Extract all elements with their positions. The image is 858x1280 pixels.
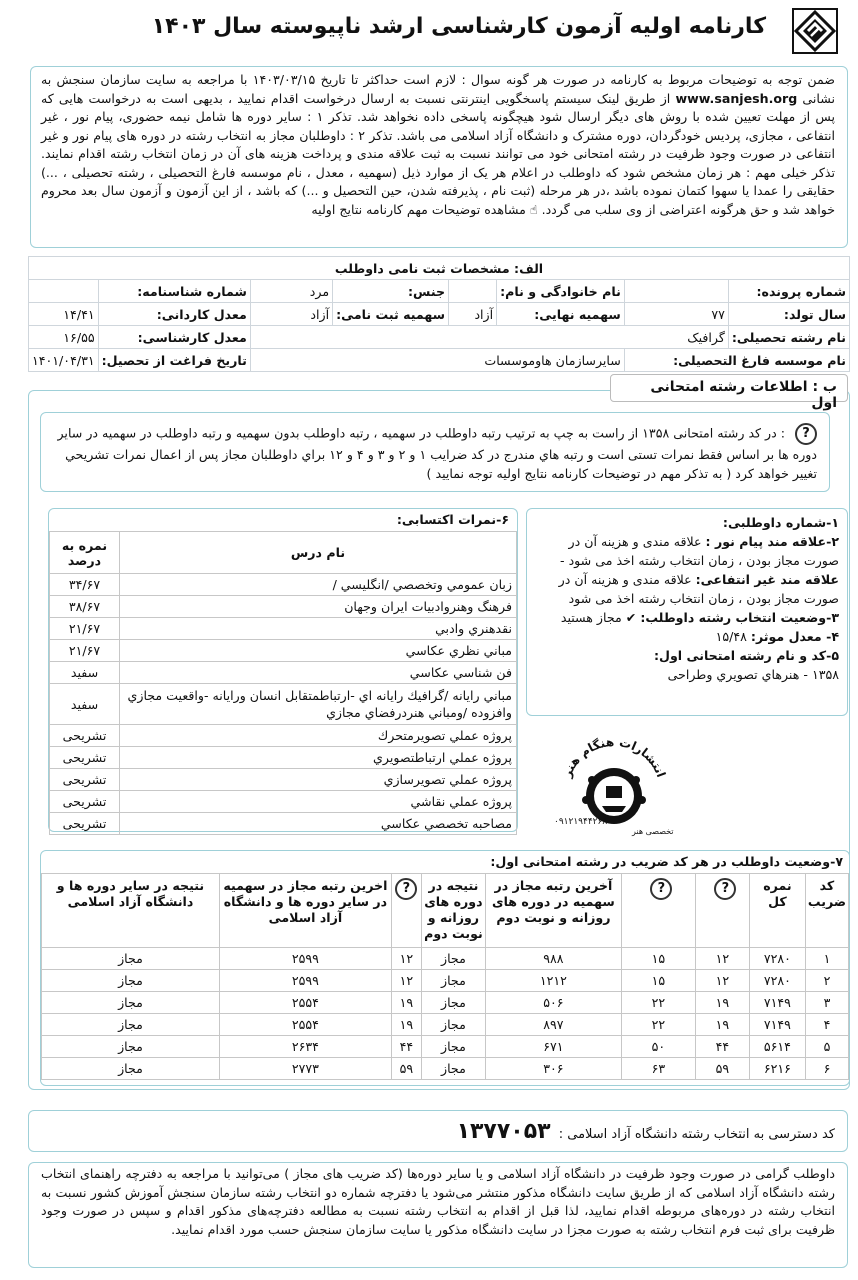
major-label: نام رشته تحصیلی:	[728, 326, 849, 349]
grades-box	[48, 508, 518, 832]
reg-quota-label: سهمیه ثبت نامی:	[333, 303, 449, 326]
case-number-value	[624, 280, 728, 303]
major-value: گرافیک	[250, 326, 728, 349]
course-name: فرهنگ وهنروادبيات ايران وجهان	[120, 596, 517, 618]
id-number-value	[29, 280, 99, 303]
stamp-subtitle: تخصصی هنر	[632, 827, 674, 836]
status-cell-c1: ۱۹	[695, 1014, 749, 1036]
status-cell-last-rank: ۱۲۱۲	[485, 970, 621, 992]
status-cell-c2: ۱۵	[621, 970, 695, 992]
birth-year-label: سال تولد:	[728, 303, 849, 326]
course-score: سفید	[50, 684, 120, 725]
status-cell-result: مجاز	[421, 948, 485, 970]
status-box	[40, 850, 850, 1086]
course-name: پروژه عملي تصويرسازي	[120, 769, 517, 791]
status-cell-result: مجاز	[421, 1036, 485, 1058]
sanjesh-site-link[interactable]: www.sanjesh.org	[675, 90, 798, 106]
course-score: سفید	[50, 662, 120, 684]
course-name: فن شناسي عكاسي	[120, 662, 517, 684]
status-row	[42, 1014, 849, 1036]
grade-row	[50, 813, 517, 835]
course-name: مصاحبه تخصصي عكاسي	[120, 813, 517, 835]
status-cell-c3: ۱۹	[391, 992, 421, 1014]
final-quota-label: سهمیه نهایی:	[497, 303, 625, 326]
score-header: نمره به درصد	[50, 532, 120, 574]
grades-table	[49, 531, 517, 835]
question-header-1	[695, 874, 749, 948]
status-cell-result-other: مجاز	[42, 1058, 220, 1080]
question-header-3	[391, 874, 421, 948]
status-cell-last-rank: ۵۰۶	[485, 992, 621, 1014]
grade-row	[50, 618, 517, 640]
status-cell-c3: ۱۹	[391, 1014, 421, 1036]
payam-noor-text: علاقه مندی و هزینه آن در صورت مجاز بودن ، زمان انتخاب رشته اخذ می شود -	[560, 534, 839, 568]
status-cell-code: ۶	[805, 1058, 848, 1080]
status-cell-c1: ۵۹	[695, 1058, 749, 1080]
personal-info-title: الف: مشخصات ثبت نامی داوطلب	[29, 257, 850, 280]
status-cell-total: ۷۲۸۰	[749, 948, 805, 970]
grade-row	[50, 725, 517, 747]
course-score: تشریحی	[50, 747, 120, 769]
status-cell-result-other: مجاز	[42, 970, 220, 992]
name-label: نام خانوادگی و نام:	[497, 280, 625, 303]
footer-note: داوطلب گرامی در صورت وجود ظرفیت در دانشگاه آزاد اسلامی و یا سایر دوره‌ها (کد ضریب های مجاز ) می‌توانید با مراجعه به دفترچه راهنمای انتخاب رشته دانشگاه آزاد اسلامی که از طریق سایت دانشگاه مذکور منتشر می‌شود یا دفترچه شماره دو انتخاب رشته سازمان سنجش آموزش کشور نسبت به انتخاب رشته در دوره‌های مربوطه اقدام نمایید، لذا قبل از اقدام به انتخاب رشته نسبت به مطالعه دفترچه‌های مذکور اقدام و سپس در صورت وجود ظرفیت برای ثبت فرم انتخاب رشته به صورت مجزا در سایت دانشگاه مذکور یا سایت سازمان سنجش حسب مورد اقدام نمایید.	[28, 1162, 848, 1268]
course-score: ۳۴/۶۷	[50, 574, 120, 596]
bachelor-gpa-value: ۱۶/۵۵	[29, 326, 99, 349]
status-row	[42, 970, 849, 992]
header	[0, 0, 858, 62]
rank-note-box	[40, 412, 830, 492]
status-cell-code: ۲	[805, 970, 848, 992]
status-cell-result-other: مجاز	[42, 992, 220, 1014]
status-cell-result: مجاز	[421, 992, 485, 1014]
course-name: مباني نظري عكاسي	[120, 640, 517, 662]
notice-box	[30, 66, 848, 248]
status-cell-last-rank: ۸۹۷	[485, 1014, 621, 1036]
course-score: تشریحی	[50, 769, 120, 791]
sanjesh-logo-icon	[792, 8, 838, 54]
question-header-2	[621, 874, 695, 948]
graduation-date-value: ۱۴۰۱/۰۴/۳۱	[29, 349, 99, 372]
status-cell-last-rank: ۳۰۶	[485, 1058, 621, 1080]
non-profit-label: علاقه مند غیر انتفاعی:	[695, 572, 839, 587]
effective-gpa	[535, 627, 839, 646]
selection-status-value: مجاز هستید	[560, 610, 622, 625]
course-name: مباني رايانه /گرافيك رايانه اي -ارتباطمتقابل انسان ورايانه -واقعيت مجازي وافزوده /ومباني هنردرفضاي مجازي	[120, 684, 517, 725]
status-cell-total: ۵۶۱۴	[749, 1036, 805, 1058]
status-cell-last-rank-other: ۲۵۵۴	[219, 992, 391, 1014]
status-cell-c2: ۱۵	[621, 948, 695, 970]
status-cell-c3: ۵۹	[391, 1058, 421, 1080]
status-cell-last-rank-other: ۲۵۹۹	[219, 948, 391, 970]
associate-gpa-value: ۱۴/۴۱	[29, 303, 99, 326]
question-circle-icon[interactable]: ?	[395, 878, 417, 900]
result-other-header: نتیجه در سایر دوره ها و دانشگاه آزاد اسلامی	[42, 874, 220, 948]
status-cell-result-other: مجاز	[42, 1036, 220, 1058]
course-score: تشریحی	[50, 725, 120, 747]
course-name: پروژه عملي ارتباطتصويري	[120, 747, 517, 769]
birth-year-value: ۷۷	[624, 303, 728, 326]
access-code-box	[28, 1110, 848, 1152]
status-cell-code: ۴	[805, 1014, 848, 1036]
status-title: ۷-وضعیت داوطلب در هر کد ضریب در رشته امتحانی اول:	[490, 854, 843, 869]
status-cell-total: ۶۲۱۶	[749, 1058, 805, 1080]
status-cell-total: ۷۱۴۹	[749, 1014, 805, 1036]
grade-row	[50, 662, 517, 684]
exam-info-title: ب : اطلاعات رشته امتحانی اول	[610, 374, 848, 402]
personal-info-table	[28, 256, 850, 372]
course-name: نقدهنري وادبي	[120, 618, 517, 640]
course-score: ۳۸/۶۷	[50, 596, 120, 618]
status-cell-c1: ۱۲	[695, 970, 749, 992]
status-row	[42, 1036, 849, 1058]
interest-note	[535, 532, 839, 608]
check-icon: ✔	[625, 610, 637, 625]
status-cell-c3: ۱۲	[391, 970, 421, 992]
last-rank-other-header: اخرین رتبه مجاز در سهمیه در سایر دوره ها و دانشگاه آزاد اسلامی	[219, 874, 391, 948]
status-cell-code: ۱	[805, 948, 848, 970]
status-cell-last-rank: ۹۸۸	[485, 948, 621, 970]
status-cell-code: ۳	[805, 992, 848, 1014]
course-name-header: نام درس	[120, 532, 517, 574]
status-row	[42, 1058, 849, 1080]
status-cell-code: ۵	[805, 1036, 848, 1058]
associate-gpa-label: معدل کاردانی:	[98, 303, 250, 326]
bachelor-gpa-label: معدل کارشناسی:	[98, 326, 250, 349]
status-cell-c2: ۵۰	[621, 1036, 695, 1058]
name-value	[449, 280, 497, 303]
publisher-stamp	[546, 722, 682, 842]
status-cell-result: مجاز	[421, 1014, 485, 1036]
last-rank-header: آخرین رتبه مجاز در سهمیه در دوره های روزانه و نوبت دوم	[485, 874, 621, 948]
id-number-label: شماره شناسنامه:	[98, 280, 250, 303]
code-header: کد ضریب	[805, 874, 848, 948]
grade-row	[50, 596, 517, 618]
candidate-number-label: ۱-شماره داوطلبی:	[722, 515, 839, 530]
status-cell-last-rank-other: ۲۶۳۴	[219, 1036, 391, 1058]
status-cell-c2: ۲۲	[621, 992, 695, 1014]
status-row	[42, 948, 849, 970]
status-cell-c1: ۱۹	[695, 992, 749, 1014]
stamp-phone: ۰۹۱۲۱۹۴۴۲۶۸	[554, 817, 608, 827]
case-number-label: شماره پرونده:	[728, 280, 849, 303]
question-circle-icon[interactable]: ?	[714, 878, 736, 900]
status-cell-total: ۷۱۴۹	[749, 992, 805, 1014]
important-notes-link[interactable]: مشاهده توضیحات مهم کارنامه نتایج اولیه	[311, 201, 526, 217]
status-cell-result: مجاز	[421, 1058, 485, 1080]
rank-note-text: : در کد رشته امتحانی ۱۳۵۸ از راست به چپ به ترتیب رتبه داوطلب در سهمیه ، رتبه داوطلب بدون سهمیه و رتبه داوطلب در سهمیه در سایر دوره ها بر اساس فقط نمرات تستی است و رتبه هاي مندرج در کد ضرایب ۱ و ۲ و ۳ و ۴ و ۱۲ براي داوطلبان مجاز پس از اعمال نمرات تشریحي تغییر خواهد کرد ( به تذکر مهم در توضیحات کارنامه نتایج اولیه توجه نمایید )	[57, 425, 817, 481]
grade-row	[50, 684, 517, 725]
gender-value: مرد	[250, 280, 332, 303]
grade-row	[50, 791, 517, 813]
grade-row	[50, 574, 517, 596]
graduation-date-label: تاریخ فراغت از تحصیل:	[98, 349, 250, 372]
first-field-label: ۵-کد و نام رشته امتحانی اول:	[653, 648, 839, 663]
status-cell-c3: ۱۲	[391, 948, 421, 970]
status-cell-c3: ۴۴	[391, 1036, 421, 1058]
status-table	[41, 873, 849, 1080]
grade-row	[50, 640, 517, 662]
reg-quota-value: آزاد	[250, 303, 332, 326]
result-day-header: نتیجه در دوره های روزانه و نوبت دوم	[421, 874, 485, 948]
status-row	[42, 992, 849, 1014]
status-cell-total: ۷۲۸۰	[749, 970, 805, 992]
final-quota-value: آزاد	[449, 303, 497, 326]
course-name: پروژه عملي نقاشي	[120, 791, 517, 813]
selection-status-label: ۳-وضعیت انتخاب رشته داوطلب:	[640, 610, 839, 625]
status-cell-result-other: مجاز	[42, 948, 220, 970]
course-score: ۲۱/۶۷	[50, 618, 120, 640]
course-name: زبان عمومي وتخصصي /انگليسي /	[120, 574, 517, 596]
grade-row	[50, 769, 517, 791]
status-cell-last-rank-other: ۲۵۵۴	[219, 1014, 391, 1036]
course-score: تشریحی	[50, 791, 120, 813]
status-cell-last-rank: ۶۷۱	[485, 1036, 621, 1058]
total-score-header: نمره کل	[749, 874, 805, 948]
grade-row	[50, 747, 517, 769]
stamp-title: انتشارات هنگام هنر	[559, 734, 669, 780]
effective-gpa-label: ۴- معدل موثر:	[750, 629, 839, 644]
course-name: پروژه عملي تصويرمتحرك	[120, 725, 517, 747]
pointer-hand-icon: ☝	[529, 201, 538, 217]
grades-title: ۶-نمرات اکتسابی:	[396, 512, 509, 527]
status-cell-c2: ۶۳	[621, 1058, 695, 1080]
course-score: ۲۱/۶۷	[50, 640, 120, 662]
gender-label: جنس:	[333, 280, 449, 303]
course-score: تشریحی	[50, 813, 120, 835]
selection-status	[535, 608, 839, 627]
status-cell-c1: ۱۲	[695, 948, 749, 970]
status-cell-result-other: مجاز	[42, 1014, 220, 1036]
question-circle-icon[interactable]: ?	[795, 423, 817, 445]
institution-label: نام موسسه فارغ التحصیلی:	[624, 349, 849, 372]
first-field-value: ۱۳۵۸ - هنرهاي تصویري وطراحی	[667, 667, 839, 682]
status-cell-c2: ۲۲	[621, 1014, 695, 1036]
question-circle-icon[interactable]: ?	[650, 878, 672, 900]
candidate-details-box	[526, 508, 848, 716]
payam-noor-label: ۲-علاقه مند پیام نور :	[705, 534, 839, 549]
notice-text-2: از طریق لینک سیستم پاسخگویی اینترنتی نسبت به ارسال درخواست اقدام نمایید ، بدیهی است به درخواست هایی که پس از مهلت تعیین شده با روش های دیگر ارسال شود هیچگونه پاسخی داده نخواهد شد. تذکر ۱ : سایر دوره ها شامل نیمه حضوری، پیام نور ، غیر انتفاعی ، مجازی، پردیس خودگردان، دوره مشترک و دانشگاه آزاد اسلامی می باشد. تذکر ۲ : داوطلبان مجاز به انتخاب رشته در دوره های پیام نور و غیر انتفاعی در صورت وجود ظرفیت در رشته امتحانی خود می توانند نسبت به ثبت علاقه مندی و پرداخت هزینه های آن در زمان انتخاب رشته اقدام نمایند. تذکر خیلی مهم : هر زمان مشخص شود که داوطلب در اعلام هر یک از موارد ذیل (سهمیه ، معدل ، نام موسسه فارغ التحصیلی ، رشته تحصیلی ، ...) حقایقی را عمدا یا سهوا کتمان نموده باشد ،در هر مرحله (ثبت نام ، پذیرفته شدن، حین التحصیل و ...) که باشد ، از این آزمون و آزمون سال بعد محروم خواهد شد و حق هرگونه اعتراضی از وی سلب می گردد.	[41, 90, 835, 217]
institution-value: سایرسازمان هاوموسسات	[250, 349, 624, 372]
status-cell-c1: ۴۴	[695, 1036, 749, 1058]
access-code-label: کد دسترسی به انتخاب رشته دانشگاه آزاد اسلامی :	[558, 1127, 835, 1142]
non-profit-text: علاقه مندی و هزینه آن در صورت مجاز بودن ، زمان انتخاب رشته اخذ می شود	[558, 572, 839, 606]
effective-gpa-value: ۱۵/۴۸	[715, 629, 747, 644]
status-cell-result: مجاز	[421, 970, 485, 992]
notice-text-1: ضمن توجه به توضیحات مربوط به کارنامه در صورت هر گونه سوال : لازم است حداکثر تا تاریخ ۱۴۰۳/۰۳/۱۵ با مراجعه به سایت سازمان سنجش به نشانی	[41, 72, 835, 106]
status-cell-last-rank-other: ۲۷۷۳	[219, 1058, 391, 1080]
page-title: کارنامه اولیه آزمون کارشناسی ارشد ناپیوسته سال ۱۴۰۳	[151, 14, 766, 39]
status-cell-last-rank-other: ۲۵۹۹	[219, 970, 391, 992]
access-code-value: ۱۳۷۷۰۵۳	[456, 1119, 551, 1144]
